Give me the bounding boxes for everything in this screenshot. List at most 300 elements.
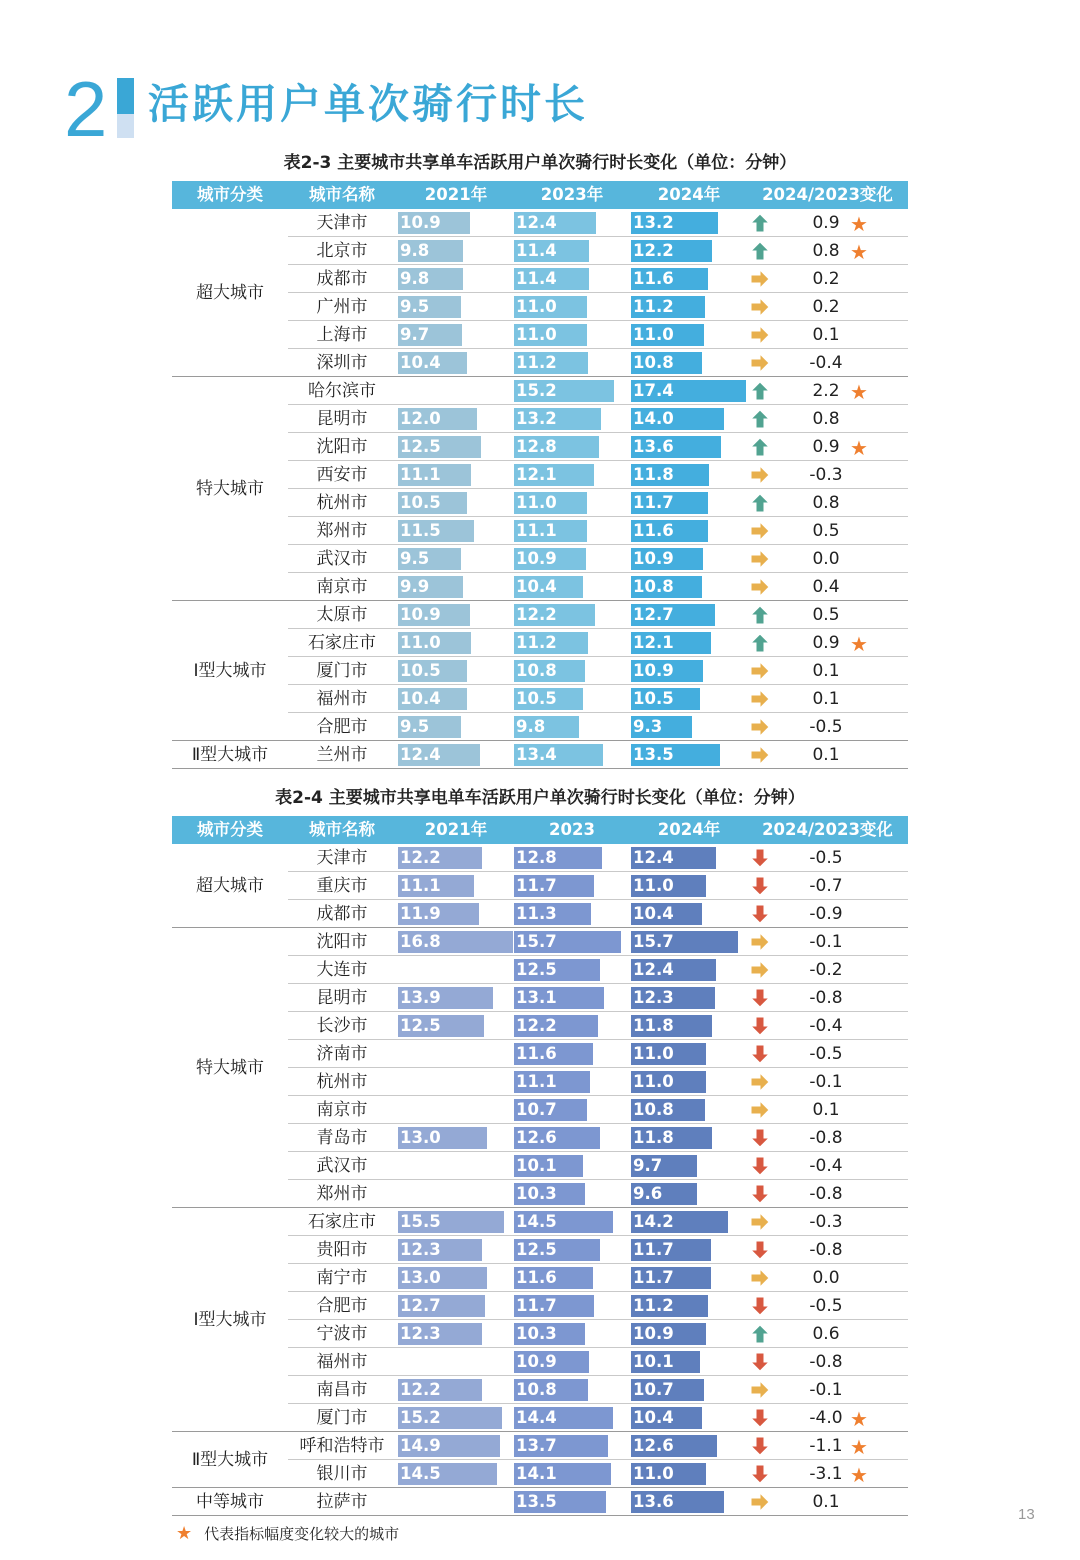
change-value: -0.3 [809, 465, 843, 485]
value-bar-2024: 13.2 [631, 212, 718, 234]
value-bar-2023: 11.7 [514, 875, 594, 897]
city-name: 厦门市 [316, 661, 368, 681]
star-icon: ★ [176, 1523, 193, 1544]
value-bar-2021: 12.7 [398, 1295, 485, 1317]
value-bar-2023: 14.5 [514, 1211, 613, 1233]
arrow-right-icon [750, 577, 770, 597]
city-name: 沈阳市 [316, 437, 368, 457]
value-bar-2024: 10.9 [631, 660, 703, 682]
city-name: 银川市 [316, 1464, 368, 1484]
value-bar-2024: 11.6 [631, 520, 708, 542]
value-bar-2024: 11.0 [631, 875, 706, 897]
arrow-right-icon [750, 297, 770, 317]
city-name: 合肥市 [316, 1296, 368, 1316]
value-bar-2021: 13.9 [398, 987, 493, 1009]
value-bar-2023: 10.3 [514, 1323, 585, 1345]
value-bar-2024: 9.7 [631, 1155, 697, 1177]
value-bar-2023: 12.5 [514, 959, 600, 981]
page-number: 13 [1018, 1506, 1035, 1523]
value-bar-2021: 12.4 [398, 744, 480, 766]
value-bar-2023: 10.3 [514, 1183, 585, 1205]
value-bar-2021: 15.5 [398, 1211, 504, 1233]
value-bar-2024: 14.0 [631, 408, 724, 430]
value-bar-2021: 9.9 [398, 576, 463, 598]
city-name: 福州市 [316, 689, 368, 709]
value-bar-2021: 11.0 [398, 632, 471, 654]
city-category: Ⅰ型大城市 [193, 661, 267, 681]
value-bar-2023: 10.4 [514, 576, 583, 598]
value-bar-2021: 10.5 [398, 660, 467, 682]
change-value: -0.3 [809, 1212, 843, 1232]
city-name: 宁波市 [316, 1324, 368, 1344]
value-bar-2023: 10.8 [514, 1379, 588, 1401]
table2 [172, 816, 908, 1516]
city-name: 南宁市 [316, 1268, 368, 1288]
value-bar-2021: 9.8 [398, 268, 463, 290]
arrow-right-icon [750, 1492, 770, 1512]
value-bar-2024: 12.7 [631, 604, 715, 626]
value-bar-2021: 14.9 [398, 1435, 500, 1457]
value-bar-2024: 12.4 [631, 847, 716, 869]
value-bar-2023: 11.6 [514, 1043, 593, 1065]
change-value: -0.8 [809, 988, 843, 1008]
change-value: 0.1 [812, 661, 840, 681]
value-bar-2021: 12.3 [398, 1239, 482, 1261]
city-name: 厦门市 [316, 1408, 368, 1428]
value-bar-2024: 10.1 [631, 1351, 700, 1373]
arrow-down-icon [750, 1128, 770, 1148]
city-name: 大连市 [316, 960, 368, 980]
section-number: 2 [64, 65, 108, 153]
change-value: -0.5 [809, 717, 843, 737]
value-bar-2021: 12.0 [398, 408, 477, 430]
value-bar-2021: 9.8 [398, 240, 463, 262]
city-category: Ⅰ型大城市 [193, 1310, 267, 1330]
value-bar-2023: 9.8 [514, 716, 579, 738]
arrow-up-icon [750, 493, 770, 513]
change-value: 0.5 [812, 521, 840, 541]
arrow-right-icon [750, 325, 770, 345]
value-bar-2023: 11.0 [514, 492, 587, 514]
value-bar-2024: 13.5 [631, 744, 720, 766]
value-bar-2024: 13.6 [631, 1491, 724, 1513]
header-2021: 2021年 [424, 185, 488, 204]
header-2023: 2023 [549, 820, 595, 839]
table1-header [172, 181, 908, 209]
city-name: 北京市 [316, 241, 368, 261]
change-value: 0.5 [812, 605, 840, 625]
change-value: 0.1 [812, 689, 840, 709]
arrow-right-icon [750, 745, 770, 765]
city-category: 特大城市 [196, 479, 264, 499]
arrow-down-icon [750, 904, 770, 924]
city-name: 西安市 [316, 465, 368, 485]
value-bar-2023: 12.6 [514, 1127, 600, 1149]
arrow-up-icon [750, 1324, 770, 1344]
arrow-right-icon [750, 1072, 770, 1092]
value-bar-2024: 11.7 [631, 1267, 711, 1289]
change-value: 0.0 [812, 1268, 840, 1288]
arrow-up-icon [750, 605, 770, 625]
value-bar-2021: 11.1 [398, 464, 471, 486]
value-bar-2024: 11.6 [631, 268, 708, 290]
value-bar-2023: 11.3 [514, 903, 591, 925]
change-value: 0.2 [812, 297, 840, 317]
value-bar-2023: 11.0 [514, 296, 587, 318]
arrow-right-icon [750, 1212, 770, 1232]
arrow-down-icon [750, 1296, 770, 1316]
value-bar-2021: 9.5 [398, 716, 461, 738]
value-bar-2024: 11.8 [631, 1127, 712, 1149]
value-bar-2024: 10.8 [631, 1099, 705, 1121]
city-category: 超大城市 [196, 876, 264, 896]
city-name: 南京市 [316, 1100, 368, 1120]
arrow-down-icon [750, 988, 770, 1008]
value-bar-2021: 12.2 [398, 847, 482, 869]
value-bar-2023: 10.9 [514, 1351, 589, 1373]
arrow-right-icon [750, 465, 770, 485]
city-name: 天津市 [316, 213, 368, 233]
change-value: -0.4 [809, 1156, 843, 1176]
value-bar-2021: 15.2 [398, 1407, 502, 1429]
city-name: 南昌市 [316, 1380, 368, 1400]
value-bar-2023: 12.8 [514, 847, 602, 869]
value-bar-2021: 14.5 [398, 1463, 497, 1485]
value-bar-2024: 12.1 [631, 632, 711, 654]
value-bar-2023: 10.8 [514, 660, 585, 682]
city-name: 广州市 [316, 297, 368, 317]
change-value: 0.9 [812, 213, 840, 233]
section-title: 活跃用户单次骑行时长 [148, 80, 588, 128]
city-name: 贵阳市 [316, 1240, 368, 1260]
value-bar-2024: 11.7 [631, 1239, 711, 1261]
change-value: -4.0 [809, 1408, 843, 1428]
header-2024: 2024年 [657, 185, 721, 204]
value-bar-2023: 13.7 [514, 1435, 608, 1457]
value-bar-2023: 11.0 [514, 324, 587, 346]
value-bar-2024: 10.8 [631, 352, 702, 374]
value-bar-2024: 9.3 [631, 716, 692, 738]
value-bar-2023: 11.7 [514, 1295, 594, 1317]
value-bar-2024: 9.6 [631, 1183, 697, 1205]
value-bar-2024: 10.8 [631, 576, 702, 598]
city-name: 武汉市 [316, 549, 368, 569]
value-bar-2023: 10.9 [514, 548, 586, 570]
header-2023: 2023年 [540, 185, 604, 204]
value-bar-2021: 12.5 [398, 1015, 484, 1037]
value-bar-2021: 11.1 [398, 875, 474, 897]
star-icon: ★ [850, 632, 868, 656]
city-name: 武汉市 [316, 1156, 368, 1176]
value-bar-2023: 13.5 [514, 1491, 606, 1513]
arrow-up-icon [750, 241, 770, 261]
legend-text: 代表指标幅度变化较大的城市 [204, 1525, 400, 1543]
city-name: 天津市 [316, 848, 368, 868]
city-name: 上海市 [316, 325, 368, 345]
star-icon: ★ [850, 1463, 868, 1487]
value-bar-2021: 13.0 [398, 1127, 487, 1149]
value-bar-2021: 9.5 [398, 548, 461, 570]
value-bar-2023: 11.2 [514, 632, 588, 654]
change-value: -0.1 [809, 932, 843, 952]
city-name: 呼和浩特市 [299, 1436, 385, 1456]
star-icon: ★ [850, 1407, 868, 1431]
value-bar-2023: 14.1 [514, 1463, 611, 1485]
city-name: 重庆市 [316, 876, 368, 896]
arrow-right-icon [750, 1380, 770, 1400]
value-bar-2021: 11.9 [398, 903, 479, 925]
change-value: 2.2 [812, 381, 840, 401]
value-bar-2024: 11.7 [631, 492, 708, 514]
header-2024: 2024年 [657, 820, 721, 839]
change-value: 0.8 [812, 493, 840, 513]
section-accent-bar [117, 78, 134, 138]
arrow-right-icon [750, 1100, 770, 1120]
change-value: -0.8 [809, 1128, 843, 1148]
value-bar-2021: 9.7 [398, 324, 462, 346]
arrow-down-icon [750, 1436, 770, 1456]
value-bar-2021: 13.0 [398, 1267, 487, 1289]
city-category: 超大城市 [196, 283, 264, 303]
city-name: 合肥市 [316, 717, 368, 737]
group-divider [172, 768, 908, 769]
value-bar-2024: 15.7 [631, 931, 738, 953]
value-bar-2021: 10.4 [398, 688, 467, 710]
arrow-down-icon [750, 1156, 770, 1176]
value-bar-2023: 14.4 [514, 1407, 613, 1429]
value-bar-2021: 10.9 [398, 212, 470, 234]
value-bar-2021: 9.5 [398, 296, 461, 318]
header-category: 城市分类 [197, 820, 263, 839]
table1-caption: 表2-3 主要城市共享单车活跃用户单次骑行时长变化（单位：分钟） [283, 153, 797, 173]
value-bar-2023: 11.1 [514, 520, 587, 542]
value-bar-2024: 17.4 [631, 380, 746, 402]
arrow-up-icon [750, 437, 770, 457]
change-value: -0.8 [809, 1240, 843, 1260]
arrow-down-icon [750, 1240, 770, 1260]
value-bar-2024: 10.7 [631, 1379, 704, 1401]
table2-caption: 表2-4 主要城市共享电单车活跃用户单次骑行时长变化（单位：分钟） [275, 788, 805, 808]
city-name: 成都市 [316, 904, 368, 924]
arrow-down-icon [750, 1352, 770, 1372]
value-bar-2023: 15.2 [514, 380, 614, 402]
value-bar-2023: 12.8 [514, 436, 599, 458]
arrow-down-icon [750, 1044, 770, 1064]
value-bar-2024: 12.3 [631, 987, 715, 1009]
change-value: -3.1 [809, 1464, 843, 1484]
city-name: 昆明市 [316, 988, 368, 1008]
change-value: 0.8 [812, 241, 840, 261]
city-name: 长沙市 [316, 1016, 368, 1036]
arrow-down-icon [750, 1016, 770, 1036]
table2-body [172, 844, 908, 1516]
header-category: 城市分类 [197, 185, 263, 204]
arrow-right-icon [750, 717, 770, 737]
value-bar-2024: 13.6 [631, 436, 721, 458]
value-bar-2023: 12.4 [514, 212, 596, 234]
star-icon: ★ [850, 212, 868, 236]
city-name: 杭州市 [316, 1072, 368, 1092]
arrow-down-icon [750, 848, 770, 868]
value-bar-2023: 10.1 [514, 1155, 583, 1177]
value-bar-2023: 12.2 [514, 1015, 598, 1037]
value-bar-2023: 10.7 [514, 1099, 587, 1121]
city-name: 石家庄市 [308, 633, 376, 653]
change-value: 0.4 [812, 577, 840, 597]
arrow-up-icon [750, 409, 770, 429]
city-name: 福州市 [316, 1352, 368, 1372]
change-value: -0.5 [809, 1296, 843, 1316]
value-bar-2023: 11.6 [514, 1267, 593, 1289]
arrow-up-icon [750, 381, 770, 401]
value-bar-2021: 16.8 [398, 931, 513, 953]
city-name: 成都市 [316, 269, 368, 289]
value-bar-2024: 11.0 [631, 1463, 706, 1485]
value-bar-2023: 11.4 [514, 268, 589, 290]
city-category: Ⅱ型大城市 [191, 1450, 269, 1470]
change-value: -1.1 [809, 1436, 843, 1456]
value-bar-2024: 11.2 [631, 1295, 708, 1317]
arrow-right-icon [750, 661, 770, 681]
arrow-right-icon [750, 353, 770, 373]
value-bar-2024: 10.5 [631, 688, 700, 710]
header-change: 2024/2023变化 [762, 185, 893, 204]
arrow-down-icon [750, 1184, 770, 1204]
value-bar-2023: 11.1 [514, 1071, 590, 1093]
value-bar-2024: 10.4 [631, 1407, 702, 1429]
value-bar-2024: 11.0 [631, 1071, 706, 1093]
city-name: 哈尔滨市 [308, 381, 376, 401]
value-bar-2021: 12.5 [398, 436, 481, 458]
change-value: 0.6 [812, 1324, 840, 1344]
change-value: -0.2 [809, 960, 843, 980]
city-name: 沈阳市 [316, 932, 368, 952]
change-value: 0.1 [812, 1492, 840, 1512]
city-name: 郑州市 [316, 1184, 368, 1204]
header-2021: 2021年 [424, 820, 488, 839]
change-value: 0.1 [812, 745, 840, 765]
city-name: 郑州市 [316, 521, 368, 541]
value-bar-2023: 12.1 [514, 464, 594, 486]
star-icon: ★ [850, 380, 868, 404]
change-value: -0.5 [809, 1044, 843, 1064]
value-bar-2023: 15.7 [514, 931, 621, 953]
change-value: 0.2 [812, 269, 840, 289]
change-value: -0.8 [809, 1184, 843, 1204]
arrow-right-icon [750, 932, 770, 952]
table2-header [172, 816, 908, 844]
value-bar-2023: 12.2 [514, 604, 595, 626]
value-bar-2024: 11.0 [631, 1043, 706, 1065]
city-category: Ⅱ型大城市 [191, 745, 269, 765]
group-divider [172, 1515, 908, 1516]
value-bar-2021: 12.3 [398, 1323, 482, 1345]
value-bar-2023: 11.2 [514, 352, 588, 374]
change-value: -0.8 [809, 1352, 843, 1372]
value-bar-2024: 12.2 [631, 240, 712, 262]
arrow-right-icon [750, 269, 770, 289]
city-name: 深圳市 [316, 353, 368, 373]
header-city: 城市名称 [309, 185, 375, 204]
city-name: 太原市 [316, 605, 368, 625]
header-change: 2024/2023变化 [762, 820, 893, 839]
city-name: 青岛市 [316, 1128, 368, 1148]
city-category: 中等城市 [196, 1492, 264, 1512]
value-bar-2024: 12.6 [631, 1435, 717, 1457]
change-value: 0.8 [812, 409, 840, 429]
arrow-up-icon [750, 213, 770, 233]
change-value: -0.7 [809, 876, 843, 896]
arrow-right-icon [750, 1268, 770, 1288]
legend [176, 1523, 399, 1544]
arrow-right-icon [750, 960, 770, 980]
star-icon: ★ [850, 1435, 868, 1459]
value-bar-2023: 13.1 [514, 987, 604, 1009]
city-name: 济南市 [316, 1044, 368, 1064]
value-bar-2021: 11.5 [398, 520, 474, 542]
change-value: 0.0 [812, 549, 840, 569]
city-category: 特大城市 [196, 1058, 264, 1078]
value-bar-2023: 11.4 [514, 240, 589, 262]
value-bar-2023: 13.4 [514, 744, 603, 766]
value-bar-2021: 10.4 [398, 352, 467, 374]
arrow-right-icon [750, 549, 770, 569]
value-bar-2021: 10.5 [398, 492, 467, 514]
table1-body [172, 209, 908, 769]
arrow-up-icon [750, 633, 770, 653]
value-bar-2024: 11.2 [631, 296, 705, 318]
city-name: 昆明市 [316, 409, 368, 429]
city-name: 兰州市 [316, 745, 368, 765]
city-name: 南京市 [316, 577, 368, 597]
arrow-right-icon [750, 689, 770, 709]
change-value: -0.1 [809, 1380, 843, 1400]
arrow-right-icon [750, 521, 770, 541]
change-value: 0.1 [812, 1100, 840, 1120]
value-bar-2023: 12.5 [514, 1239, 600, 1261]
value-bar-2021: 12.2 [398, 1379, 482, 1401]
change-value: -0.9 [809, 904, 843, 924]
star-icon: ★ [850, 436, 868, 460]
value-bar-2024: 11.8 [631, 1015, 712, 1037]
value-bar-2021: 10.9 [398, 604, 470, 626]
value-bar-2024: 12.4 [631, 959, 716, 981]
change-value: -0.1 [809, 1072, 843, 1092]
arrow-down-icon [750, 1464, 770, 1484]
star-icon: ★ [850, 240, 868, 264]
change-value: -0.5 [809, 848, 843, 868]
value-bar-2024: 11.0 [631, 324, 704, 346]
city-name: 石家庄市 [308, 1212, 376, 1232]
city-name: 拉萨市 [316, 1492, 368, 1512]
value-bar-2023: 13.2 [514, 408, 601, 430]
value-bar-2023: 10.5 [514, 688, 583, 710]
arrow-down-icon [750, 876, 770, 896]
change-value: -0.4 [809, 353, 843, 373]
header-city: 城市名称 [309, 820, 375, 839]
arrow-down-icon [750, 1408, 770, 1428]
value-bar-2024: 14.2 [631, 1211, 728, 1233]
change-value: -0.4 [809, 1016, 843, 1036]
value-bar-2024: 10.4 [631, 903, 702, 925]
change-value: 0.9 [812, 437, 840, 457]
change-value: 0.9 [812, 633, 840, 653]
city-name: 杭州市 [316, 493, 368, 513]
change-value: 0.1 [812, 325, 840, 345]
value-bar-2024: 11.8 [631, 464, 709, 486]
value-bar-2024: 10.9 [631, 1323, 706, 1345]
value-bar-2024: 10.9 [631, 548, 703, 570]
